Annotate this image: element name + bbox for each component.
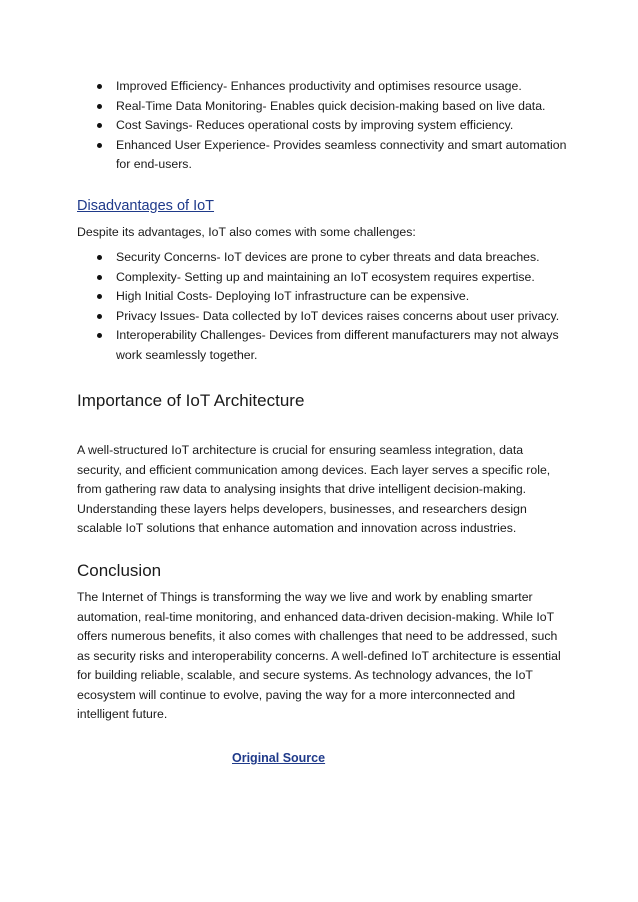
importance-body: A well-structured IoT architecture is crucial for ensuring seamless integration, data security, and efficient communication among devices. Each layer serves a specific role, from gathering raw data to analysing insights that drive intelligent decision-making. Understanding these layers helps developers, businesses, and researchers design scalable IoT solutions that enhance automation and innovation across industries. bbox=[77, 443, 551, 535]
bullet-icon bbox=[97, 104, 102, 109]
disadvantages-heading-link[interactable]: Disadvantages of IoT bbox=[77, 198, 215, 214]
list-item: Enhanced User Experience- Provides seamless connectivity and smart automation for end-users. bbox=[0, 136, 638, 175]
list-item: Security Concerns- IoT devices are prone to cyber threats and data breaches. bbox=[0, 248, 638, 268]
bullet-icon bbox=[97, 275, 102, 280]
original-source-link[interactable]: Original Source bbox=[232, 751, 326, 765]
conclusion-body: The Internet of Things is transforming the way we live and work by enabling smarter automation, real-time monitoring, and enhanced data-driven decision-making. While IoT offers numerous benefits, it also comes with challenges that need to be addressed, such as security risks and interoperability concerns. A well-defined IoT architecture is essential for building reliable, scalable, and secure systems. As technology advances, the IoT ecosystem will continue to evolve, paving the way for a more interconnected and intelligent future. bbox=[77, 590, 561, 721]
bullet-icon bbox=[97, 84, 102, 89]
advantages-list bbox=[0, 77, 638, 175]
bullet-icon bbox=[97, 333, 102, 338]
bullet-icon bbox=[97, 314, 102, 319]
bullet-icon bbox=[97, 143, 102, 148]
disadvantages-list bbox=[0, 248, 638, 365]
list-item: Privacy Issues- Data collected by IoT devices raises concerns about user privacy. bbox=[0, 307, 638, 327]
list-item: High Initial Costs- Deploying IoT infrastructure can be expensive. bbox=[0, 287, 638, 307]
bullet-icon bbox=[97, 123, 102, 128]
bullet-icon bbox=[97, 294, 102, 299]
bullet-icon bbox=[97, 255, 102, 260]
conclusion-heading: Conclusion bbox=[77, 561, 162, 580]
list-item: Interoperability Challenges- Devices from different manufacturers may not always work seamlessly together. bbox=[0, 326, 638, 365]
disadvantages-intro: Despite its advantages, IoT also comes with some challenges: bbox=[77, 225, 416, 239]
list-item: Complexity- Setting up and maintaining an IoT ecosystem requires expertise. bbox=[0, 268, 638, 288]
importance-heading: Importance of IoT Architecture bbox=[77, 391, 305, 410]
list-item: Real-Time Data Monitoring- Enables quick decision-making based on live data. bbox=[0, 97, 638, 117]
list-item: Improved Efficiency- Enhances productivity and optimises resource usage. bbox=[0, 77, 638, 97]
list-item: Cost Savings- Reduces operational costs by improving system efficiency. bbox=[0, 116, 638, 136]
